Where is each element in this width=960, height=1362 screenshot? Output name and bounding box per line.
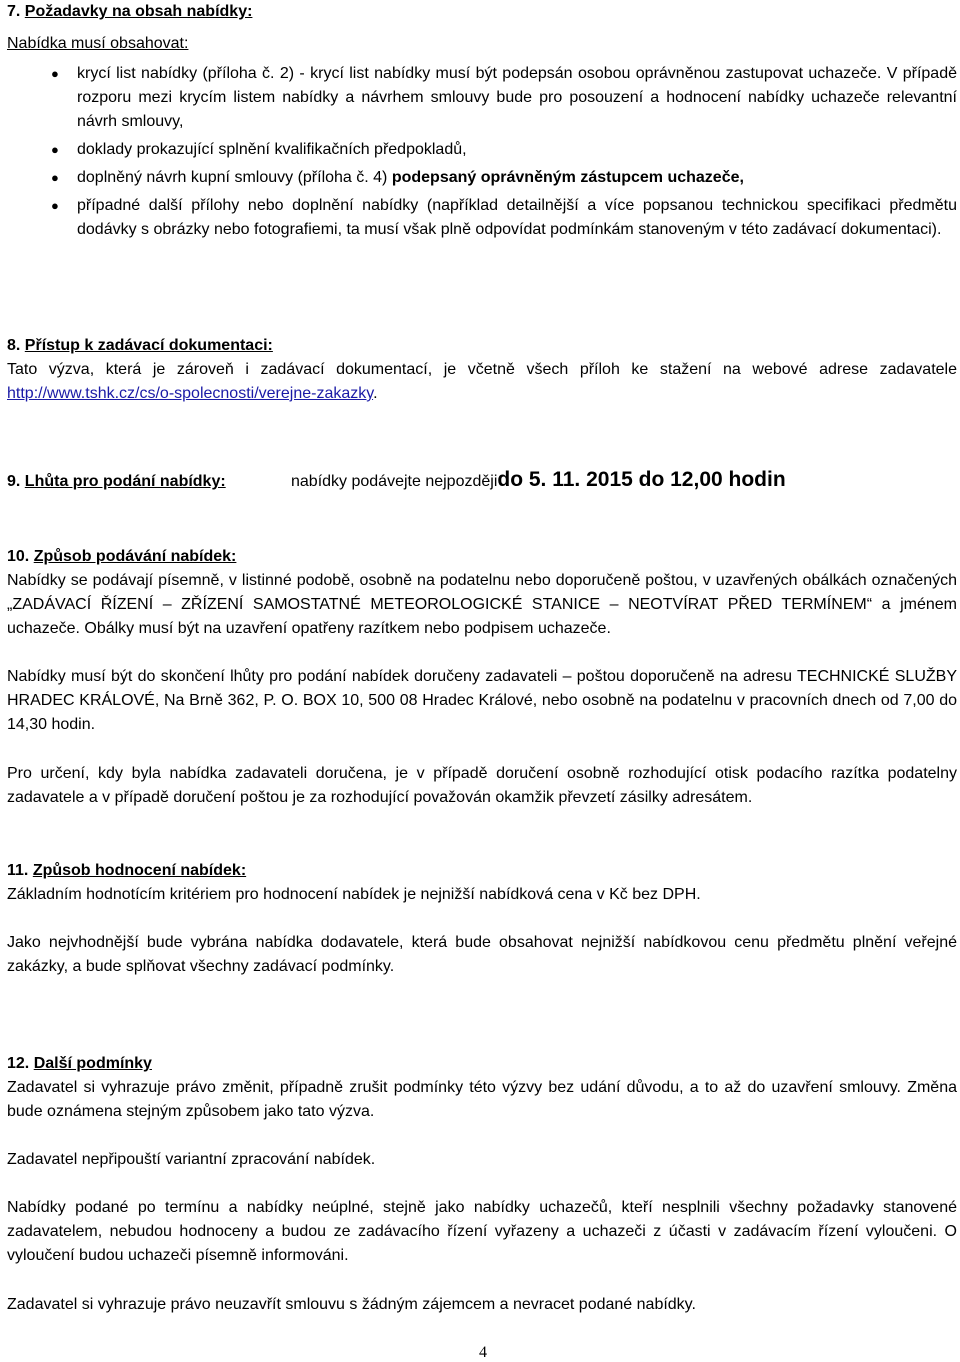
section-7-intro: Nabídka musí obsahovat: [7,35,189,52]
section-8-heading [7,334,957,358]
section-number: 7. [7,3,21,20]
download-link[interactable]: http://www.tshk.cz/cs/o-spolecnosti/verejne-zakazky [7,385,374,402]
deadline-prefix: nabídky podávejte nejpozději [291,473,498,490]
section-10-heading [7,545,957,569]
section-8-text [7,358,957,406]
paragraph-text: Tato výzva, která je zároveň i zadávací dokumentací, je včetně všech příloh ke stažení na webové adrese zadavatele [7,361,957,378]
section-number: 10. [7,548,30,565]
section-12-paragraph-1: Zadavatel si vyhrazuje právo změnit, případně zrušit podmínky této výzvy bez udání důvodu, a to až do uzavření smlouvy. Změna bude oznámena stejným způsobem jako tato výzva. [7,1079,957,1120]
bullet-icon: ● [51,170,59,185]
section-number: 9. [7,473,21,490]
section-title: Přístup k zadávací dokumentaci: [24,337,273,354]
section-title: Způsob podávání nabídek: [33,548,237,565]
page-number: 4 [479,1344,487,1361]
bullet-icon: ● [51,142,59,157]
section-10-paragraph-3: Pro určení, kdy byla nabídka zadavateli doručena, je v případě doručení osobně rozhodující otisk podacího razítka podatelny zadavatele a v případě doručení poštou je za rozhodující považován okamžik převzetí zásilky adresátem. [7,765,957,806]
section-12-paragraph-2: Zadavatel nepřipouští variantní zpracování nabídek. [7,1151,376,1168]
list-item-text: případné další přílohy nebo doplnění nabídky (například detailnější a více popsanou technickou specifikaci předmětu dodávky s obrázky nebo fotografiemi, ta musí však plně odpovídat podmínkám stanoveným v této zadávací dokumentaci). [77,197,957,238]
list-item [7,138,957,162]
list-item [7,62,957,134]
list-item-text: doplněný návrh kupní smlouvy (příloha č. 4) [77,169,392,186]
list-item [7,166,957,190]
section-10-paragraph-1: Nabídky se podávají písemně, v listinné podobě, osobně na podatelnu nebo doporučeně poštou, v uzavřených obálkách označených „ZADÁVACÍ ŘÍZENÍ – ZŘÍZENÍ SAMOSTATNÉ METEOROLOGICKÉ STANICE – NEOTVÍRAT PŘED TERMÍNEM“ a jménem uchazeče. Obálky musí být na uzavření opatřeny razítkem nebo podpisem uchazeče. [7,572,957,637]
list-item-bold-text: podepsaný oprávněným zástupcem uchazeče, [391,169,744,186]
bullet-icon: ● [51,66,59,81]
section-11-paragraph-1: Základním hodnotícím kritériem pro hodnocení nabídek je nejnižší nabídková cena v Kč bez DPH. [7,886,701,903]
list-item [7,194,957,242]
section-title: Lhůta pro podání nabídky: [24,473,226,490]
section-12-paragraph-3: Nabídky podané po termínu a nabídky neúplné, stejně jako nabídky uchazečů, kteří nesplnili všechny požadavky stanovené zadavatelem, nebudou hodnoceny a budou ze zadávacího řízení vyřazeny a uchazeči z účasti v zadávacím řízení vyloučeni. O vyloučení budou uchazeči písemně informováni. [7,1199,957,1264]
section-number: 11. [7,862,29,879]
section-title: Požadavky na obsah nabídky: [24,3,253,20]
section-9-row [7,468,957,494]
bullet-icon: ● [51,198,59,213]
list-item-text: krycí list nabídky (příloha č. 2) - krycí list nabídky musí být podepsán osobou oprávněnou zastupovat uchazeče. V případě rozporu mezi krycím listem nabídky a návrhem smlouvy bude pro posouzení a hodnocení nabídky uchazeče relevantní návrh smlouvy, [77,65,957,130]
section-11-paragraph-2: Jako nejvhodnější bude vybrána nabídka dodavatele, která bude obsahovat nejnižší nabídkovou cenu předmětu plnění veřejné zakázky, a bude splňovat všechny zadávací podmínky. [7,934,957,975]
section-number: 12. [7,1055,30,1072]
section-12-heading [7,1052,957,1076]
section-10-paragraph-2: Nabídky musí být do skončení lhůty pro podání nabídek doručeny zadavateli – poštou doporučeně na adresu TECHNICKÉ SLUŽBY HRADEC KRÁLOVÉ, Na Brně 362, P. O. BOX 10, 500 08 Hradec Králové, nebo osobně na podatelnu v pracovních dnech od 7,00 do 14,30 hodin. [7,668,957,733]
section-7-list [7,62,957,242]
list-item-text: doklady prokazující splnění kvalifikačních předpokladů, [77,141,467,158]
section-11-heading [7,859,957,883]
section-title: Způsob hodnocení nabídek: [32,862,247,879]
section-number: 8. [7,337,21,354]
section-7-heading [7,0,957,24]
deadline-value: do 5. 11. 2015 do 12,00 hodin [497,468,786,491]
section-9-heading [7,470,291,494]
section-title: Další podmínky [33,1055,152,1072]
paragraph-end: . [373,385,378,402]
section-12-paragraph-4: Zadavatel si vyhrazuje právo neuzavřít smlouvu s žádným zájemcem a nevracet podané nabídky. [7,1296,696,1313]
